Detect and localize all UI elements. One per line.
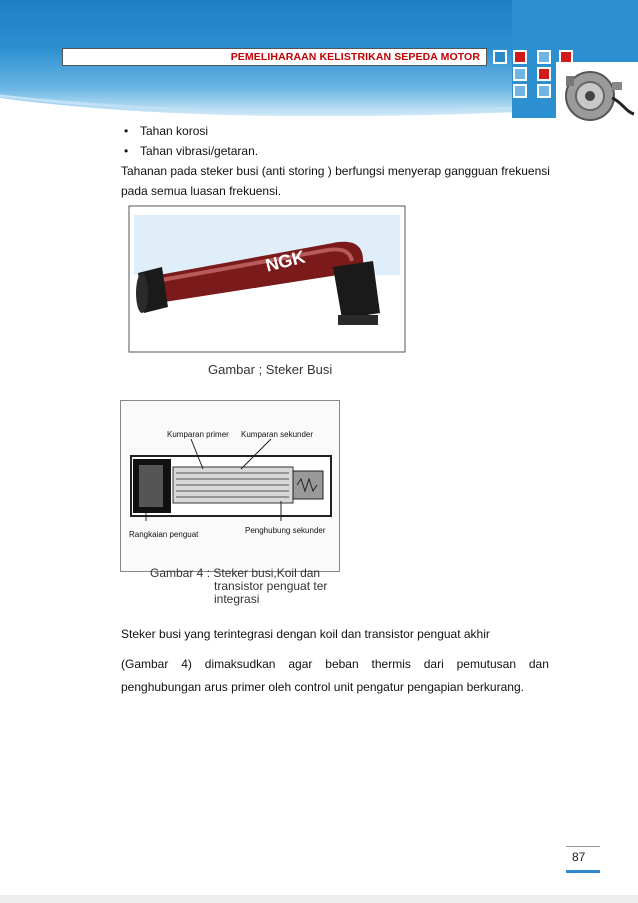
spark-plug-cap-figure (128, 205, 408, 380)
word: pemutusan (456, 657, 516, 671)
word: beban (325, 657, 359, 671)
word: agar (288, 657, 313, 671)
bullet-marker: • (124, 144, 129, 158)
figure2-caption-line: Gambar 4 : Steker busi,Koil dan (150, 566, 321, 580)
paragraph-line: pada semua luasan frekuensi. (121, 184, 282, 198)
paragraph-line: Tahanan pada steker busi (anti storing ) berfungsi menyerap gangguan frekuensi (121, 164, 550, 178)
paragraph-line: Steker busi yang terintegrasi dengan koil dan transistor penguat akhir (121, 627, 490, 641)
word: (Gambar (121, 657, 169, 671)
bullet-item: Tahan vibrasi/getaran. (140, 144, 259, 158)
decor-square (513, 50, 527, 64)
figure1-caption: Gambar ; Steker Busi (208, 362, 333, 377)
decor-square (513, 84, 527, 98)
decor-square (537, 84, 551, 98)
decor-square (493, 50, 507, 64)
figure2-caption (150, 567, 327, 606)
figure2-caption-line: integrasi (214, 592, 260, 606)
word: dan (528, 657, 549, 671)
page-number-underline (566, 870, 600, 873)
page-number: 87 (572, 850, 586, 864)
bottom-strip (0, 895, 638, 903)
word: thermis (371, 657, 411, 671)
decor-square (537, 67, 551, 81)
paragraph-justified-line (121, 654, 549, 674)
alternator-image (556, 62, 638, 128)
word: 4) (181, 657, 192, 671)
figure2-caption-line: transistor penguat ter (214, 579, 328, 593)
integrated-coil-figure (120, 400, 340, 572)
label-secondary-connector: Penghubung sekunder (245, 526, 326, 535)
header-title: PEMELIHARAAN KELISTRIKAN SEPEDA MOTOR (230, 51, 480, 63)
bullet-item: Tahan korosi (140, 124, 209, 138)
page-number-rule (566, 846, 600, 847)
label-primary-coil: Kumparan primer (167, 430, 229, 439)
paragraph-line: penghubungan arus primer oleh control unit pengatur pengapian berkurang. (121, 680, 524, 694)
word: dari (423, 657, 444, 671)
header-title-bar (62, 48, 487, 66)
ngk-logo: NGK (263, 246, 308, 276)
word: dimaksudkan (204, 657, 276, 671)
decor-square (513, 67, 527, 81)
label-amplifier-circuit: Rangkaian penguat (129, 530, 199, 539)
decor-square (537, 50, 551, 64)
bullet-marker: • (124, 124, 129, 138)
label-secondary-coil: Kumparan sekunder (241, 430, 314, 439)
